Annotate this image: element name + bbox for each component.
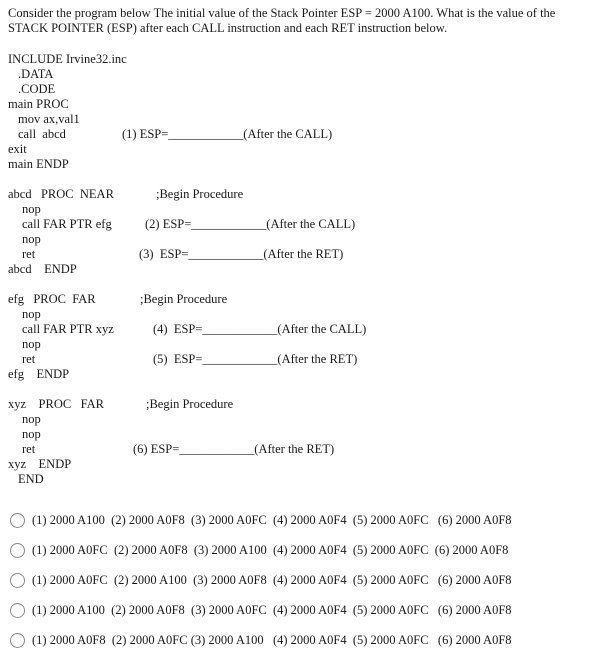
code-comment-abcd: ;Begin Procedure <box>156 187 244 201</box>
code-line-efg-call: call FAR PTR xyz <box>22 322 114 336</box>
code-line-xyz-proc: xyz PROC FAR <box>8 397 104 411</box>
code-comment-efg: ;Begin Procedure <box>140 292 228 306</box>
code-line-exit: exit <box>8 142 27 156</box>
code-line-end: END <box>18 472 44 486</box>
code-line-call-abcd: call abcd <box>18 127 66 141</box>
answer-blank-1: (1) ESP=____________(After the CALL) <box>122 127 333 141</box>
option-label: (1) 2000 A100 (2) 2000 A0F8 (3) 2000 A0FC (4) 2000 A0F4 (5) 2000 A0FC (6) 2000 A0F8 <box>32 602 512 617</box>
answer-option-4[interactable] <box>10 600 512 620</box>
answer-blank-2: (2) ESP=____________(After the CALL) <box>145 217 356 231</box>
radio-button-icon[interactable] <box>10 573 25 588</box>
answer-blank-5: (5) ESP=____________(After the RET) <box>153 352 358 366</box>
code-line-abcd-endp: abcd ENDP <box>8 262 77 276</box>
code-line-abcd-proc: abcd PROC NEAR <box>8 187 114 201</box>
radio-button-icon[interactable] <box>10 633 25 648</box>
answer-option-2[interactable] <box>10 540 508 560</box>
code-line-efg-ret: ret <box>22 352 36 366</box>
code-line-efg-nop1: nop <box>22 307 41 321</box>
radio-button-icon[interactable] <box>10 513 25 528</box>
answer-option-5[interactable] <box>10 630 512 650</box>
option-label: (1) 2000 A0FC (2) 2000 A100 (3) 2000 A0F8 (4) 2000 A0F4 (5) 2000 A0FC (6) 2000 A0F8 <box>32 572 512 587</box>
code-line-efg-endp: efg ENDP <box>8 367 70 381</box>
answer-blank-4: (4) ESP=____________(After the CALL) <box>153 322 367 336</box>
code-line-main-endp: main ENDP <box>8 157 69 171</box>
code-line-abcd-nop1: nop <box>22 202 41 216</box>
answer-blank-3: (3) ESP=____________(After the RET) <box>139 247 344 261</box>
code-comment-xyz: ;Begin Procedure <box>146 397 234 411</box>
code-line-code: .CODE <box>18 82 56 96</box>
radio-button-icon[interactable] <box>10 543 25 558</box>
code-line-efg-proc: efg PROC FAR <box>8 292 96 306</box>
option-label: (1) 2000 A100 (2) 2000 A0F8 (3) 2000 A0FC (4) 2000 A0F4 (5) 2000 A0FC (6) 2000 A0F8 <box>32 512 512 527</box>
code-line-xyz-nop1: nop <box>22 412 41 426</box>
code-line-mov: mov ax,val1 <box>18 112 80 126</box>
code-line-xyz-endp: xyz ENDP <box>8 457 72 471</box>
code-line-abcd-ret: ret <box>22 247 36 261</box>
code-line-efg-nop2: nop <box>22 337 41 351</box>
answer-option-3[interactable] <box>10 570 512 590</box>
code-line-abcd-call: call FAR PTR efg <box>22 217 112 231</box>
answer-option-1[interactable] <box>10 510 512 530</box>
code-line-xyz-ret: ret <box>22 442 36 456</box>
code-line-xyz-nop2: nop <box>22 427 41 441</box>
question-text: Consider the program below The initial value of the Stack Pointer ESP = 2000 A100. What is the value of the STACK POINTER (ESP) after each CALL instruction and each RET instruction below. <box>8 6 556 35</box>
answer-blank-6: (6) ESP=____________(After the RET) <box>133 442 335 456</box>
code-line-main-proc: main PROC <box>8 97 69 111</box>
code-line-data: .DATA <box>18 67 54 81</box>
option-label: (1) 2000 A0F8 (2) 2000 A0FC (3) 2000 A100 (4) 2000 A0F4 (5) 2000 A0FC (6) 2000 A0F8 <box>32 632 512 647</box>
option-label: (1) 2000 A0FC (2) 2000 A0F8 (3) 2000 A100 (4) 2000 A0F4 (5) 2000 A0FC (6) 2000 A0F8 <box>32 542 509 557</box>
code-line-include: INCLUDE Irvine32.inc <box>8 52 127 66</box>
code-line-abcd-nop2: nop <box>22 232 41 246</box>
radio-button-icon[interactable] <box>10 603 25 618</box>
